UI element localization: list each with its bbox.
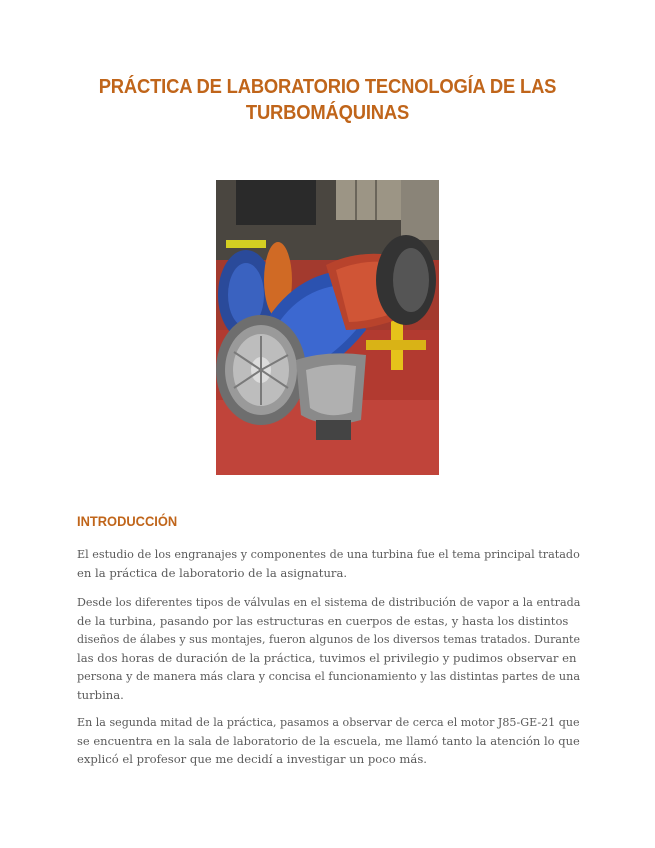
paragraph-line: persona y de manera más clara y concisa el funcionamiento y las distintas partes de una <box>77 669 580 683</box>
paragraph-line: explicó el profesor que me decidí a investigar un poco más. <box>77 752 427 766</box>
title-line-1: PRÁCTICA DE LABORATORIO TECNOLOGÍA DE LAS <box>98 76 557 98</box>
paragraph-line: En la segunda mitad de la práctica, pasamos a observar de cerca el motor J85-GE-21 que <box>77 715 580 729</box>
paragraph-line: El estudio de los engranajes y componentes de una turbina fue el tema principal tratado <box>77 547 580 561</box>
paragraph-line: las dos horas de duración de la práctica, tuvimos el privilegio y pudimos observar en <box>77 650 577 665</box>
paragraph-line: en la práctica de laboratorio de la asignatura. <box>77 565 348 580</box>
paragraph-2 <box>77 593 580 704</box>
page-title <box>81 74 573 126</box>
section-heading-introduccion: INTRODUCCIÓN <box>77 513 178 529</box>
paragraph-line: de la turbina, pasando por las estructuras en cuerpos de estas, y hasta los distintos <box>77 613 569 628</box>
jet-engine-photo <box>216 180 439 475</box>
paragraph-line: Desde los diferentes tipos de válvulas en el sistema de distribución de vapor a la entrada <box>77 595 581 609</box>
paragraph-1 <box>77 545 580 582</box>
paragraph-line: turbina. <box>77 687 124 702</box>
title-line-2: TURBOMÁQUINAS <box>245 102 410 124</box>
paragraph-3 <box>77 713 580 769</box>
paragraph-line: se encuentra en la sala de laboratorio de la escuela, me llamó tanto la atención lo que <box>77 733 580 748</box>
paragraph-line: diseños de álabes y sus montajes, fueron algunos de los diversos temas tratados. Durante <box>77 632 581 646</box>
